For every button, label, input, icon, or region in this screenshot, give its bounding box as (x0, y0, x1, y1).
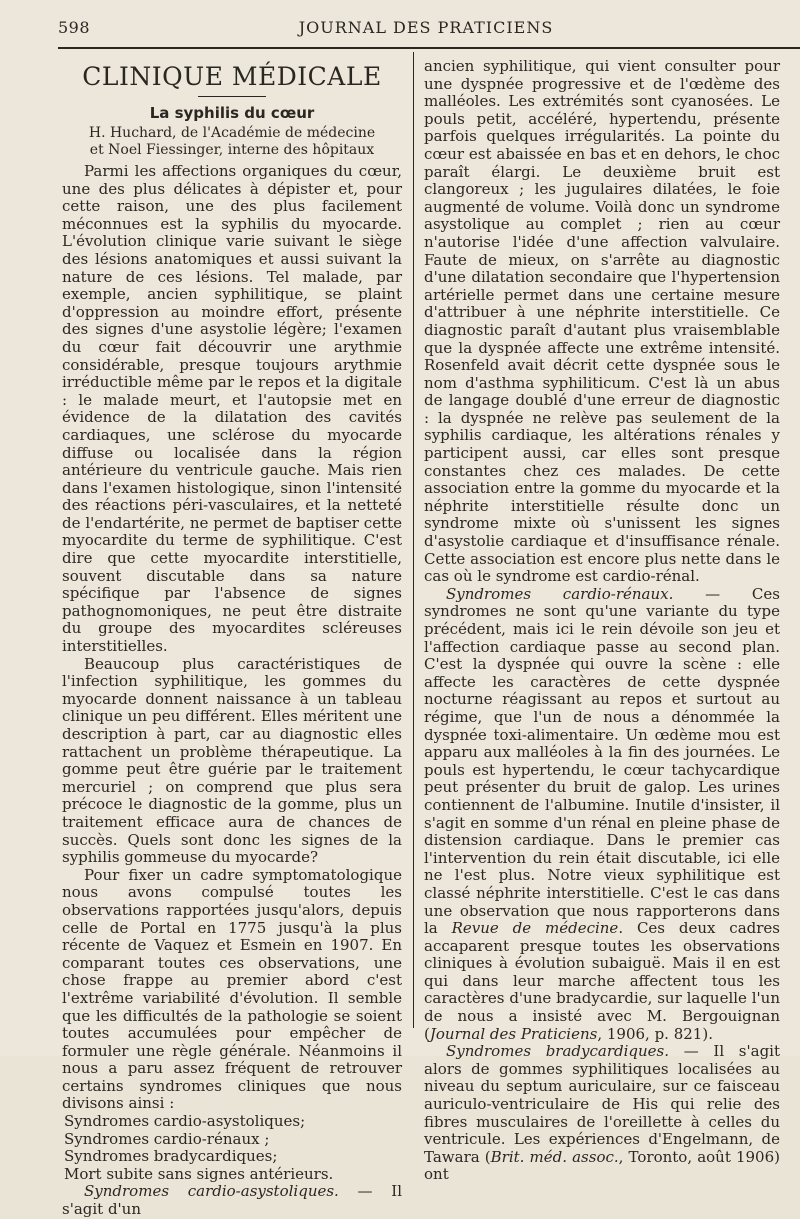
page-number: 598 (58, 18, 91, 37)
page-header (58, 18, 794, 44)
subheading-asystoliques: Syndromes cardio-asystoliques. (84, 1182, 339, 1201)
paragraph-cadre: Pour fixer un cadre symptomatologique nous avons compulsé toutes les observations rapportées jusqu'alors, depuis celle de Portal en 1775 jusqu'à la plus récente de Vaquez et Esmein en 1907. En comparant toutes ces observations, une chose frappe au premier abord c'est l'extrême variabilité d'évolution. Il semble que les difficultés de la pathologie se soient toutes accumulées pour empêcher de formuler une règle générale. Néanmoins il nous a paru assez fréquent de retrouver certains syndromes cliniques que nous divisons ainsi : (62, 865, 402, 1113)
title-rule (198, 96, 266, 97)
paragraph-bradycardiques (424, 1043, 780, 1184)
journal-title: JOURNAL DES PRATICIENS (298, 18, 554, 37)
byline-authors: H. Huchard, de l'Académie de médecine (88, 125, 376, 141)
byline-second: et Noel Fiessinger, interne des hôpitaux (89, 142, 375, 158)
list-item: Mort subite sans signes antérieurs. (64, 1164, 334, 1183)
header-rule (58, 47, 800, 49)
paragraph-asystoliques-cont: ancien syphilitique, qui vient consulter pour une dyspnée progressive et de l'œdème des malléoles. Les extrémités sont cyanosées. Le pouls petit, accéléré, hypertendu, présente parfois quelques irrégularités. La pointe du cœur est abaissée en bas et en dehors, le choc paraît élargi. Le deuxième bruit est clangoreux ; les jugulaires dilatées, le foie augmenté de volume. Voilà donc un syndrome asystolique au complet ; rien au cœur n'autorise l'idée d'une affection valvulaire. Faute de mieux, on s'arrête au diagnostic d'une dilatation secondaire que l'hypertension artérielle permet dans une certaine mesure d'attribuer à une néphrite interstitielle. Ce diagnostic paraît d'autant plus vraisemblable que la dyspnée affecte une extrême intensité. Rosenfeld avait décrit cette dyspnée sous le nom d'asthma syphiliticum. C'est là un abus de langage doublé d'une erreur de diagnostic : la dyspnée ne relève pas seulement de la syphilis cardiaque, les altérations rénales y participent aussi, car elles sont presque constantes chez ces malades. De cette association entre la gomme du myocarde et la néphrite interstitielle résulte donc un syndrome mixte où s'unissent les signes d'asystolie cardiaque et d'insuffisance rénale. Cette association est encore plus nette dans le cas où le syndrome est cardio-rénal. (424, 57, 780, 586)
subheading-bradycardiques: Syndromes bradycardiques. (446, 1042, 670, 1061)
article-title: La syphilis du cœur (149, 104, 315, 122)
paragraph-intro: Parmi les affections organiques du cœur, une des plus délicates à dépister et, pour cette raison, une des plus facilement méconnues est la syphilis du myocarde. L'évolution clinique varie suivant le siège des lésions anatomiques et aussi suivant la nature de ces lésions. Tel malade, par exemple, ancien syphilitique, se plaint d'oppression au moindre effort, présente des signes d'une asystolie légère; l'examen du cœur fait découvrir une arythmie considérable, presque toujours arythmie irréductible même par le repos et la digitale : le malade meurt, et l'autopsie met en évidence de la dilatation des cavités cardiaques, une sclérose du myocarde diffuse ou localisée dans la région antérieure du ventricule gauche. Mais rien dans l'examen histologique, sinon l'intensité des réactions péri-vasculaires, et la netteté de l'endartérite, ne permet de baptiser cette myocardite du terme de syphilitique. C'est dire que cette myocardite interstitielle, souvent discutable dans sa nature spécifique par l'absence de signes pathognomoniques, ne peut être distraite du groupe des myocardites scléreuses interstitielles. (62, 162, 402, 656)
paragraph-text: , Toronto, août 1906) ont (424, 1147, 780, 1184)
list-item: Syndromes cardio-rénaux ; (64, 1129, 270, 1148)
paragraph-text: — Ces syndromes ne sont qu'une variante du type précédent, mais ici le rein dévoile son jeu et l'affection cardiaque passe au second plan. C'est la dyspnée qui ouvre la scène : elle affecte les caractères de cette dyspnée nocturne réagissant au repos et surtout au régime, que l'un de nous a dénommée la dyspnée toxi-alimentaire. Un œdème mou est apparu aux malléoles à la fin des journées. Le pouls est hypertendu, le cœur tachycardique peut présenter du bruit de galop. Les urines contiennent de l'albumine. Inutile d'insister, il s'agit en somme d'un rénal en pleine phase de distension cardiaque. Dans le premier cas l'intervention du rein était discutable, ici elle ne l'est plus. Notre vieux syphilitique est classé néphrite interstitielle. C'est le cas dans une observation que nous rapporterons dans la (424, 584, 780, 938)
left-column (62, 58, 402, 1219)
section-title: CLINIQUE MÉDICALE (82, 62, 382, 91)
paragraph-asystoliques-start (62, 1183, 402, 1218)
reference-journal: Journal des Praticiens (429, 1024, 598, 1043)
list-item: Syndromes bradycardiques; (64, 1147, 278, 1166)
right-column (424, 58, 780, 1184)
paragraph-text: — Il s'agit alors de gommes syphilitiques localisées au niveau du septum auriculaire, sur ce faisceau auriculo-ventriculaire de His qui relie des fibres musculaires de l'oreillette à celles du ventricule. Les expériences d'Engelmann, de Tawara ( (424, 1042, 780, 1166)
paragraph-text: , 1906, p. 821). (597, 1024, 713, 1043)
reference-brit: Brit. méd. assoc. (490, 1147, 619, 1166)
column-divider (413, 52, 414, 1028)
list-item: Syndromes cardio-asystoliques; (64, 1112, 306, 1131)
paragraph-gommes: Beaucoup plus caractéristiques de l'infection syphilitique, les gommes du myocarde donnent naissance à un tableau clinique un peu différent. Elles méritent une description à part, car au diagnostic elles rattachent un problème thérapeutique. La gomme peut être guérie par le traitement mercuriel ; on comprend que plus sera précoce le diagnostic de la gomme, plus un traitement efficace aura de chances de succès. Quels sont donc les signes de la syphilis gommeuse du myocarde? (62, 654, 402, 867)
paragraph-text: . Ces deux cadres accaparent presque toutes les observations cliniques à évolution subaiguë. Mais il en est qui dans leur marche affectent tous les caractères d'une bradycardie, sur laquelle l'un de nous a insisté avec M. Bergouignan ( (424, 919, 781, 1043)
paragraph-cardio-renaux (424, 586, 780, 1043)
subheading-cardio-renaux: Syndromes cardio-rénaux. (446, 584, 674, 603)
reference-revue: Revue de médecine (451, 919, 619, 938)
paragraph-text: — Il s'agit d'un (62, 1182, 402, 1219)
